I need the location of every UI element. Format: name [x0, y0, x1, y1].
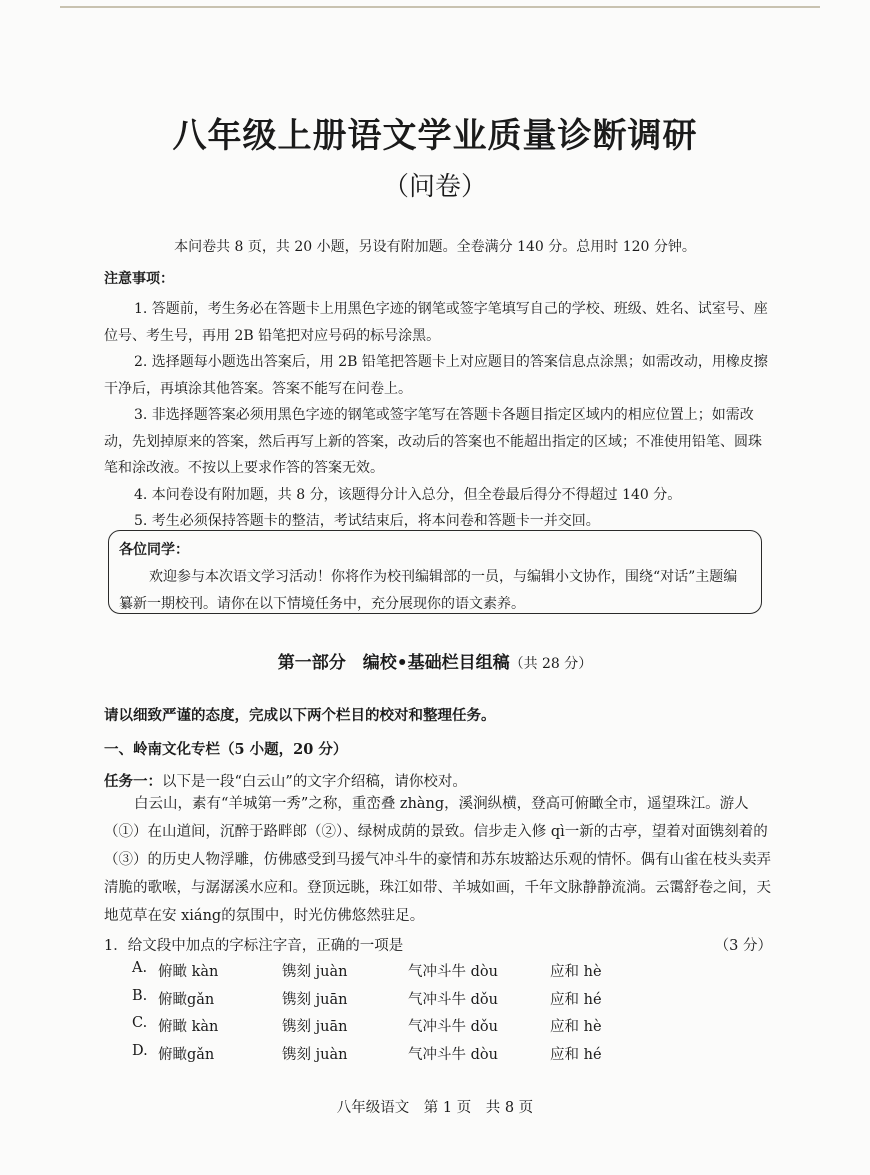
- option-a-item-2: 镌刻 juàn: [282, 964, 348, 980]
- page-footer: 八年级语文 第 1 页 共 8 页: [336, 1100, 534, 1116]
- option-c-item-1: 俯瞰 kàn: [158, 1019, 219, 1035]
- option-d-item-4: 应和 hé: [550, 1047, 602, 1063]
- option-b-item-3: 气冲斗牛 dǒu: [408, 992, 498, 1008]
- greeting-text: 欢迎参与本次语文学习活动！你将作为校刊编辑部的一员，与编辑小文协作，围绕“对话”主题编纂新一期校刊。请你在以下情境任务中，充分展现你的语文素养。: [119, 569, 738, 612]
- option-a-item-1: 俯瞰 kàn: [158, 964, 219, 980]
- option-b-letter: B.: [132, 988, 148, 1004]
- option-c-item-3: 气冲斗牛 dǒu: [408, 1019, 498, 1035]
- option-d-item-1: 俯瞰gǎn: [158, 1047, 215, 1063]
- part-one-title: [0, 648, 870, 673]
- exam-title: 八年级上册语文学业质量诊断调研: [172, 116, 698, 156]
- task-one: [104, 770, 467, 791]
- question-1-stem: 1．给文段中加点的字标注字音，正确的一项是: [104, 938, 404, 954]
- top-edge-line: [60, 6, 820, 8]
- question-1-points: （3 分）: [714, 938, 772, 954]
- notes-heading: 注意事项：: [104, 271, 174, 287]
- student-greeting-box: [108, 530, 762, 614]
- option-c-item-2: 镌刻 juān: [282, 1019, 348, 1035]
- part-one-heading: 第一部分 编校•基础栏目组稿: [277, 653, 510, 673]
- option-d-letter: D.: [132, 1043, 148, 1059]
- baiyun-passage: 白云山，素有“羊城第一秀”之称，重峦叠 zhàng，溪涧纵横，登高可俯瞰全市，遥望珠江。游人（①）在山道间，沉醉于路畔郎（②）、绿树成荫的景致。信步走入修 qì一新的古亭，望着对面镌刻着的（③）的历史人物浮雕，仿佛感受到马援气冲斗牛的豪情和苏东坡豁达乐观的情怀。偶有山雀在枝头卖弄清脆的歌喉，与潺潺溪水应和。登顶远眺，珠江如带、羊城如画，千年文脉静静流淌。云霭舒卷之间，天地苋草在安 xiáng的氛围中，时光仿佛悠然驻足。: [104, 796, 771, 924]
- option-a-item-4: 应和 hè: [550, 964, 602, 980]
- option-b-item-2: 镌刻 juān: [282, 992, 348, 1008]
- option-a-item-3: 气冲斗牛 dòu: [408, 964, 498, 980]
- section-one-heading: 一、岭南文化专栏（5 小题，20 分）: [104, 741, 348, 758]
- option-c-letter: C.: [132, 1015, 148, 1031]
- task-one-text: 以下是一段“白云山”的文字介绍稿，请你校对。: [162, 774, 467, 790]
- part-one-score: （共 28 分）: [509, 656, 593, 672]
- option-a-letter: A.: [132, 960, 148, 976]
- option-b-item-1: 俯瞰gǎn: [158, 992, 215, 1008]
- option-d-item-2: 镌刻 juàn: [282, 1047, 348, 1063]
- note-item-4: 4. 本问卷设有附加题，共 8 分，该题得分计入总分，但全卷最后得分不得超过 140 分。: [134, 486, 682, 503]
- task-one-label: 任务一：: [104, 773, 162, 790]
- part-one-instruction: 请以细致严谨的态度，完成以下两个栏目的校对和整理任务。: [104, 707, 496, 724]
- greeting-label: 各位同学：: [119, 542, 189, 558]
- notes-list: [104, 296, 772, 535]
- option-d-item-3: 气冲斗牛 dòu: [408, 1047, 498, 1063]
- note-item-1: 1. 答题前，考生务必在答题卡上用黑色字迹的钢笔或签字笔填写自己的学校、班级、姓名、试室号、座位号、考生号，再用 2B 铅笔把对应号码的标号涂黑。: [104, 301, 768, 344]
- note-item-5: 5. 考生必须保持答题卡的整洁，考试结束后，将本问卷和答题卡一并交回。: [134, 513, 600, 529]
- note-item-3: 3. 非选择题答案必须用黑色字迹的钢笔或签字笔写在答题卡各题目指定区域内的相应位置上；如需改动，先划掉原来的答案，然后再写上新的答案，改动后的答案也不能超出指定的区域；不准使用铅笔、圆珠笔和涂改液。不按以上要求作答的答案无效。: [104, 407, 762, 476]
- note-item-2: 2. 选择题每小题选出答案后，用 2B 铅笔把答题卡上对应题目的答案信息点涂黑；如需改动，用橡皮擦干净后，再填涂其他答案。答案不能写在问卷上。: [104, 354, 768, 397]
- option-c-item-4: 应和 hè: [550, 1019, 602, 1035]
- exam-subtitle: （问卷）: [382, 172, 487, 202]
- exam-intro: 本问卷共 8 页，共 20 小题，另设有附加题。全卷满分 140 分。总用时 120 分钟。: [174, 239, 696, 255]
- question-1: [104, 934, 772, 955]
- option-b-item-4: 应和 hé: [550, 992, 602, 1008]
